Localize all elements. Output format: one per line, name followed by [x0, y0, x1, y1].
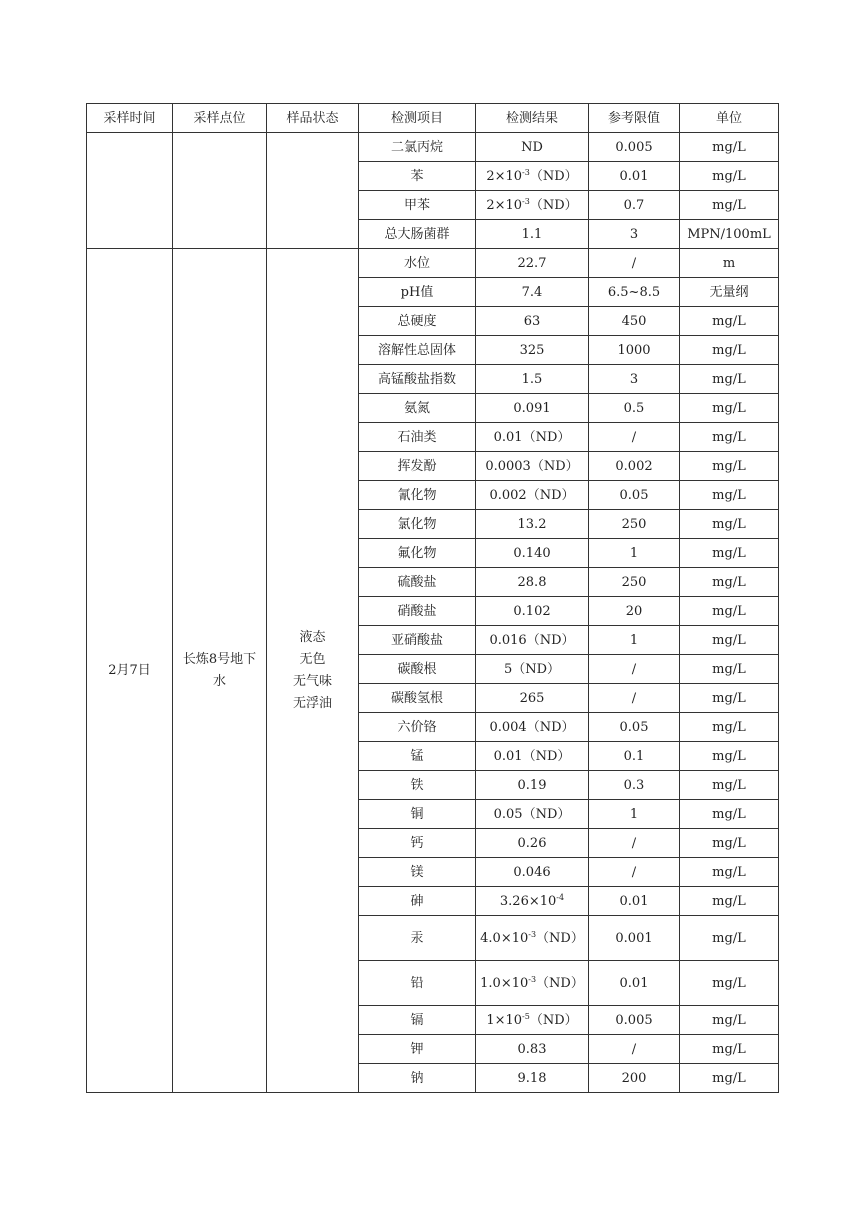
unit-cell: mg/L: [680, 307, 779, 336]
test-item-cell: 二氯丙烷: [359, 133, 476, 162]
unit-cell: mg/L: [680, 336, 779, 365]
result-tail: （ND）: [536, 975, 584, 991]
unit-cell: mg/L: [680, 1064, 779, 1093]
test-item-cell: 高锰酸盐指数: [359, 365, 476, 394]
test-item-cell: 甲苯: [359, 191, 476, 220]
result-cell: 63: [476, 307, 589, 336]
unit-cell: mg/L: [680, 162, 779, 191]
limit-cell: 0.005: [589, 133, 680, 162]
limit-cell: 250: [589, 510, 680, 539]
unit-cell: mg/L: [680, 742, 779, 771]
header-sample-state: 样品状态: [267, 104, 359, 133]
unit-cell: mg/L: [680, 539, 779, 568]
limit-cell: /: [589, 1035, 680, 1064]
unit-cell: mg/L: [680, 568, 779, 597]
unit-cell: MPN/100mL: [680, 220, 779, 249]
result-exponent: -3: [522, 196, 530, 206]
limit-cell: 1: [589, 800, 680, 829]
result-cell: 0.091: [476, 394, 589, 423]
test-item-cell: 钾: [359, 1035, 476, 1064]
result-cell: 0.01（ND）: [476, 742, 589, 771]
limit-cell: 0.7: [589, 191, 680, 220]
test-item-cell: 硝酸盐: [359, 597, 476, 626]
result-exponent: -5: [522, 1011, 530, 1021]
unit-cell: mg/L: [680, 133, 779, 162]
test-item-cell: pH值: [359, 278, 476, 307]
limit-cell: 250: [589, 568, 680, 597]
result-cell: ND: [476, 133, 589, 162]
unit-cell: mg/L: [680, 365, 779, 394]
limit-cell: /: [589, 684, 680, 713]
table-row: [87, 133, 779, 162]
result-tail: （ND）: [529, 168, 578, 184]
test-item-cell: 石油类: [359, 423, 476, 452]
limit-cell: /: [589, 655, 680, 684]
unit-cell: mg/L: [680, 597, 779, 626]
result-cell: 0.83: [476, 1035, 589, 1064]
result-cell: 28.8: [476, 568, 589, 597]
unit-cell: mg/L: [680, 655, 779, 684]
test-item-cell: 氨氮: [359, 394, 476, 423]
result-cell: 265: [476, 684, 589, 713]
result-base: 2×10: [486, 168, 523, 184]
result-cell: [476, 887, 589, 916]
header-sampling-site: 采样点位: [173, 104, 267, 133]
result-base: 4.0×10: [480, 930, 529, 946]
unit-cell: mg/L: [680, 394, 779, 423]
sampling-time-cell: 2月7日: [87, 249, 173, 1093]
unit-cell: mg/L: [680, 713, 779, 742]
limit-cell: 0.01: [589, 961, 680, 1006]
header-sampling-time: 采样时间: [87, 104, 173, 133]
limit-cell: 0.3: [589, 771, 680, 800]
test-item-cell: 铁: [359, 771, 476, 800]
unit-cell: mg/L: [680, 452, 779, 481]
test-item-cell: 镁: [359, 858, 476, 887]
unit-cell: m: [680, 249, 779, 278]
limit-cell: 0.05: [589, 481, 680, 510]
result-cell: 0.102: [476, 597, 589, 626]
limit-cell: 1: [589, 539, 680, 568]
limit-cell: /: [589, 249, 680, 278]
unit-cell: mg/L: [680, 626, 779, 655]
limit-cell: 0.1: [589, 742, 680, 771]
state-cell-empty: [267, 133, 359, 249]
limit-cell: 1: [589, 626, 680, 655]
result-cell: 1.1: [476, 220, 589, 249]
test-item-cell: 铜: [359, 800, 476, 829]
result-base: 3.26×10: [499, 893, 557, 909]
test-item-cell: 氰化物: [359, 481, 476, 510]
site-cell-empty: [173, 133, 267, 249]
sample-state-cell: 液态 无色 无气味 无浮油: [267, 249, 359, 1093]
result-tail: （ND）: [529, 1012, 578, 1028]
test-item-cell: 六价铬: [359, 713, 476, 742]
test-item-cell: 挥发酚: [359, 452, 476, 481]
result-cell: [476, 916, 589, 961]
result-cell: 0.140: [476, 539, 589, 568]
result-cell: 325: [476, 336, 589, 365]
result-base: 1×10: [486, 1012, 523, 1028]
header-test-result: 检测结果: [476, 104, 589, 133]
result-exponent: -4: [556, 892, 565, 902]
test-item-cell: 砷: [359, 887, 476, 916]
limit-cell: 0.002: [589, 452, 680, 481]
results-table-body: [87, 104, 779, 1093]
header-unit: 单位: [680, 104, 779, 133]
unit-cell: mg/L: [680, 771, 779, 800]
unit-cell: mg/L: [680, 423, 779, 452]
limit-cell: 0.5: [589, 394, 680, 423]
result-cell: [476, 162, 589, 191]
test-item-cell: 苯: [359, 162, 476, 191]
result-base: 2×10: [486, 197, 523, 213]
test-item-cell: 总大肠菌群: [359, 220, 476, 249]
test-item-cell: 钙: [359, 829, 476, 858]
unit-cell: mg/L: [680, 800, 779, 829]
results-table: [86, 103, 779, 1093]
result-cell: 0.002（ND）: [476, 481, 589, 510]
result-cell: 0.0003（ND）: [476, 452, 589, 481]
result-cell: 0.26: [476, 829, 589, 858]
limit-cell: 450: [589, 307, 680, 336]
test-item-cell: 钠: [359, 1064, 476, 1093]
unit-cell: mg/L: [680, 191, 779, 220]
limit-cell: 20: [589, 597, 680, 626]
limit-cell: 200: [589, 1064, 680, 1093]
limit-cell: 0.01: [589, 162, 680, 191]
time-cell-empty: [87, 133, 173, 249]
unit-cell: mg/L: [680, 961, 779, 1006]
result-cell: 0.05（ND）: [476, 800, 589, 829]
result-cell: [476, 1006, 589, 1035]
limit-cell: /: [589, 829, 680, 858]
test-item-cell: 锰: [359, 742, 476, 771]
header-row: [87, 104, 779, 133]
result-cell: [476, 961, 589, 1006]
result-cell: 0.046: [476, 858, 589, 887]
unit-cell: mg/L: [680, 916, 779, 961]
result-cell: 0.004（ND）: [476, 713, 589, 742]
header-test-item: 检测项目: [359, 104, 476, 133]
result-cell: 9.18: [476, 1064, 589, 1093]
sampling-site-cell: 长炼8号地下水: [173, 249, 267, 1093]
result-cell: 0.016（ND）: [476, 626, 589, 655]
test-item-cell: 水位: [359, 249, 476, 278]
unit-cell: mg/L: [680, 481, 779, 510]
result-cell: 7.4: [476, 278, 589, 307]
unit-cell: mg/L: [680, 1035, 779, 1064]
result-cell: [476, 191, 589, 220]
test-item-cell: 碳酸根: [359, 655, 476, 684]
limit-cell: /: [589, 858, 680, 887]
result-cell: 1.5: [476, 365, 589, 394]
limit-cell: 0.05: [589, 713, 680, 742]
result-tail: （ND）: [536, 930, 584, 946]
result-exponent: -3: [528, 929, 537, 939]
result-exponent: -3: [528, 974, 537, 984]
limit-cell: /: [589, 423, 680, 452]
result-exponent: -3: [522, 167, 530, 177]
test-item-cell: 溶解性总固体: [359, 336, 476, 365]
unit-cell: mg/L: [680, 510, 779, 539]
result-cell: 0.19: [476, 771, 589, 800]
unit-cell: mg/L: [680, 887, 779, 916]
limit-cell: 0.005: [589, 1006, 680, 1035]
limit-cell: 3: [589, 365, 680, 394]
test-item-cell: 汞: [359, 916, 476, 961]
limit-cell: 0.001: [589, 916, 680, 961]
test-item-cell: 氟化物: [359, 539, 476, 568]
limit-cell: 6.5~8.5: [589, 278, 680, 307]
limit-cell: 1000: [589, 336, 680, 365]
result-cell: 5（ND）: [476, 655, 589, 684]
unit-cell: mg/L: [680, 684, 779, 713]
test-item-cell: 铅: [359, 961, 476, 1006]
result-base: 1.0×10: [480, 975, 529, 991]
test-item-cell: 碳酸氢根: [359, 684, 476, 713]
limit-cell: 3: [589, 220, 680, 249]
test-item-cell: 硫酸盐: [359, 568, 476, 597]
test-item-cell: 亚硝酸盐: [359, 626, 476, 655]
result-cell: 13.2: [476, 510, 589, 539]
test-item-cell: 氯化物: [359, 510, 476, 539]
result-tail: （ND）: [529, 197, 578, 213]
test-item-cell: 镉: [359, 1006, 476, 1035]
result-cell: 22.7: [476, 249, 589, 278]
unit-cell: mg/L: [680, 858, 779, 887]
unit-cell: mg/L: [680, 1006, 779, 1035]
header-reference-limit: 参考限值: [589, 104, 680, 133]
test-item-cell: 总硬度: [359, 307, 476, 336]
unit-cell: 无量纲: [680, 278, 779, 307]
table-row: [87, 249, 779, 278]
unit-cell: mg/L: [680, 829, 779, 858]
limit-cell: 0.01: [589, 887, 680, 916]
result-cell: 0.01（ND）: [476, 423, 589, 452]
